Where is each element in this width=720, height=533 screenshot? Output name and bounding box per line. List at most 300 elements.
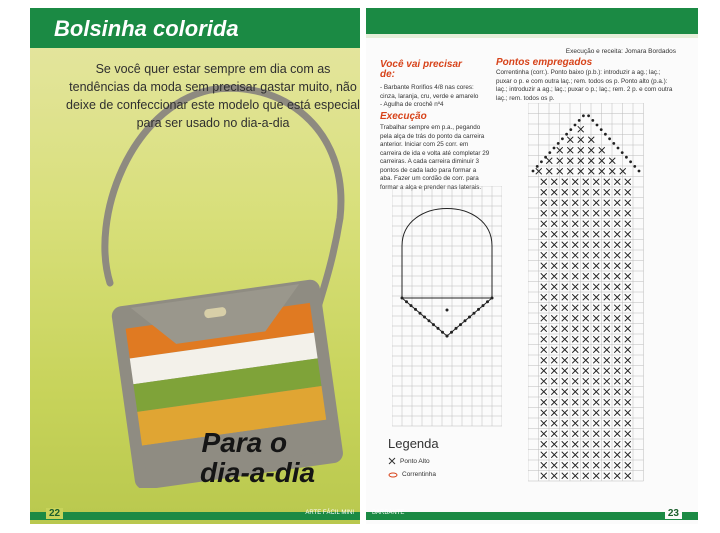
legend bbox=[388, 436, 439, 478]
chain-dot bbox=[596, 124, 599, 127]
x-stitch bbox=[541, 357, 547, 363]
x-stitch bbox=[604, 315, 610, 321]
x-stitch bbox=[562, 336, 568, 342]
x-stitch bbox=[625, 452, 631, 458]
x-stitch bbox=[625, 347, 631, 353]
chain-dot bbox=[548, 151, 551, 154]
x-stitch bbox=[583, 378, 589, 384]
x-stitch bbox=[562, 284, 568, 290]
x-stitch bbox=[572, 378, 578, 384]
x-stitch bbox=[572, 336, 578, 342]
materials-list bbox=[380, 84, 490, 110]
x-stitch bbox=[593, 410, 599, 416]
chain-dot bbox=[544, 156, 547, 159]
x-stitch bbox=[551, 452, 557, 458]
x-stitch bbox=[604, 305, 610, 311]
x-stitch bbox=[625, 294, 631, 300]
chain-dot bbox=[473, 312, 476, 315]
x-stitch bbox=[593, 462, 599, 468]
x-stitch bbox=[551, 305, 557, 311]
x-stitch bbox=[625, 420, 631, 426]
x-stitch bbox=[593, 305, 599, 311]
x-stitch bbox=[541, 189, 547, 195]
x-stitch bbox=[541, 420, 547, 426]
chain-dot bbox=[582, 114, 585, 117]
slogan bbox=[200, 428, 315, 488]
chain-dot bbox=[432, 323, 435, 326]
x-stitch bbox=[562, 462, 568, 468]
x-stitch bbox=[562, 189, 568, 195]
x-stitch bbox=[562, 305, 568, 311]
x-stitch bbox=[583, 410, 589, 416]
x-stitch bbox=[541, 368, 547, 374]
x-stitch bbox=[541, 200, 547, 206]
x-stitch bbox=[604, 452, 610, 458]
chain-dot bbox=[617, 147, 620, 150]
x-stitch bbox=[541, 389, 547, 395]
x-stitch bbox=[625, 441, 631, 447]
x-stitch bbox=[625, 179, 631, 185]
x-stitch bbox=[541, 462, 547, 468]
x-stitch bbox=[572, 473, 578, 479]
x-stitch bbox=[541, 305, 547, 311]
x-stitch bbox=[593, 441, 599, 447]
x-stitch bbox=[572, 420, 578, 426]
x-stitch bbox=[562, 410, 568, 416]
x-stitch bbox=[572, 210, 578, 216]
x-stitch bbox=[562, 368, 568, 374]
chain-dot bbox=[486, 300, 489, 303]
x-stitch bbox=[583, 441, 589, 447]
x-stitch bbox=[562, 452, 568, 458]
chain-dot bbox=[574, 124, 577, 127]
x-stitch bbox=[583, 200, 589, 206]
x-stitch bbox=[572, 368, 578, 374]
x-stitch bbox=[593, 389, 599, 395]
x-stitch bbox=[614, 273, 620, 279]
x-stitch bbox=[583, 273, 589, 279]
x-stitch bbox=[572, 462, 578, 468]
x-stitch bbox=[583, 179, 589, 185]
slogan-line-2: dia-a-dia bbox=[200, 457, 316, 488]
x-stitch bbox=[614, 410, 620, 416]
x-stitch bbox=[593, 326, 599, 332]
x-stitch bbox=[593, 231, 599, 237]
x-stitch bbox=[625, 242, 631, 248]
x-stitch bbox=[541, 431, 547, 437]
chain-dot bbox=[464, 319, 467, 322]
x-stitch bbox=[593, 252, 599, 258]
x-stitch bbox=[604, 420, 610, 426]
x-stitch bbox=[614, 420, 620, 426]
x-stitch bbox=[551, 189, 557, 195]
x-stitch bbox=[604, 462, 610, 468]
title-bar bbox=[30, 8, 360, 48]
page-number: 22 bbox=[46, 508, 63, 519]
x-stitch bbox=[614, 462, 620, 468]
x-stitch bbox=[572, 221, 578, 227]
x-stitch bbox=[583, 462, 589, 468]
x-stitch bbox=[583, 294, 589, 300]
x-stitch bbox=[604, 431, 610, 437]
x-stitch bbox=[583, 357, 589, 363]
x-stitch bbox=[614, 263, 620, 269]
x-stitch bbox=[572, 315, 578, 321]
x-stitch bbox=[572, 179, 578, 185]
x-stitch bbox=[625, 462, 631, 468]
chain-dot bbox=[419, 312, 422, 315]
chain-dot bbox=[557, 142, 560, 145]
stitches-title: Pontos empregados bbox=[496, 57, 593, 68]
x-stitch bbox=[593, 200, 599, 206]
page-number: 23 bbox=[665, 508, 682, 519]
x-stitch bbox=[562, 315, 568, 321]
x-stitch bbox=[604, 336, 610, 342]
x-stitch bbox=[551, 462, 557, 468]
x-stitch bbox=[625, 389, 631, 395]
x-stitch bbox=[583, 263, 589, 269]
x-stitch bbox=[572, 389, 578, 395]
legend-label: Correntinha bbox=[402, 471, 436, 478]
x-stitch bbox=[614, 200, 620, 206]
x-stitch bbox=[583, 389, 589, 395]
chain-dot bbox=[491, 297, 494, 300]
chain-dot bbox=[446, 335, 449, 338]
x-stitch bbox=[541, 273, 547, 279]
x-stitch bbox=[593, 473, 599, 479]
x-stitch bbox=[625, 189, 631, 195]
x-stitch bbox=[604, 210, 610, 216]
x-stitch bbox=[614, 452, 620, 458]
x-stitch bbox=[614, 347, 620, 353]
materials-line: - Barbante Rorifios 4/8 nas cores: bbox=[380, 84, 474, 91]
x-stitch bbox=[593, 284, 599, 290]
x-stitch bbox=[541, 473, 547, 479]
x-stitch bbox=[614, 231, 620, 237]
x-stitch bbox=[625, 315, 631, 321]
x-stitch bbox=[614, 368, 620, 374]
chain-dot bbox=[536, 165, 539, 168]
x-stitch bbox=[583, 431, 589, 437]
chevron-outline bbox=[402, 298, 492, 336]
x-stitch bbox=[593, 378, 599, 384]
x-stitch bbox=[604, 231, 610, 237]
x-stitch bbox=[614, 189, 620, 195]
chain-dot bbox=[561, 137, 564, 140]
x-stitch bbox=[604, 410, 610, 416]
x-stitch-icon bbox=[388, 457, 396, 465]
x-stitch bbox=[562, 473, 568, 479]
x-stitch bbox=[625, 326, 631, 332]
x-stitch bbox=[562, 210, 568, 216]
x-stitch bbox=[625, 231, 631, 237]
x-stitch bbox=[593, 420, 599, 426]
x-stitch bbox=[583, 473, 589, 479]
x-stitch bbox=[541, 263, 547, 269]
x-stitch bbox=[541, 210, 547, 216]
x-stitch bbox=[583, 420, 589, 426]
x-stitch bbox=[625, 263, 631, 269]
x-stitch bbox=[562, 252, 568, 258]
x-stitch bbox=[593, 221, 599, 227]
x-stitch bbox=[562, 441, 568, 447]
x-stitch bbox=[541, 399, 547, 405]
x-stitch bbox=[572, 189, 578, 195]
x-stitch bbox=[614, 179, 620, 185]
x-stitch bbox=[593, 263, 599, 269]
x-stitch bbox=[625, 252, 631, 258]
x-stitch bbox=[625, 473, 631, 479]
chain-dot bbox=[401, 297, 404, 300]
x-stitch bbox=[551, 410, 557, 416]
x-stitch bbox=[604, 263, 610, 269]
materials-line: cinza, laranja, cru, verde e amarelo bbox=[380, 92, 479, 100]
x-stitch bbox=[551, 315, 557, 321]
x-stitch bbox=[562, 431, 568, 437]
x-stitch bbox=[551, 336, 557, 342]
x-stitch bbox=[593, 399, 599, 405]
chain-dot bbox=[608, 137, 611, 140]
chain-dot bbox=[591, 119, 594, 122]
x-stitch bbox=[614, 221, 620, 227]
x-stitch bbox=[551, 431, 557, 437]
x-stitch bbox=[604, 378, 610, 384]
chain-dot bbox=[633, 165, 636, 168]
x-stitch bbox=[604, 389, 610, 395]
x-stitch bbox=[583, 347, 589, 353]
chain-dot bbox=[428, 319, 431, 322]
chain-dot bbox=[540, 160, 543, 163]
x-stitch bbox=[593, 210, 599, 216]
x-stitch bbox=[625, 410, 631, 416]
chain-dot bbox=[629, 160, 632, 163]
x-stitch bbox=[562, 294, 568, 300]
x-stitch bbox=[614, 294, 620, 300]
x-stitch bbox=[583, 336, 589, 342]
x-stitch bbox=[604, 200, 610, 206]
x-stitch bbox=[614, 441, 620, 447]
legend-item bbox=[388, 471, 439, 478]
x-stitch bbox=[541, 284, 547, 290]
chain-dot bbox=[578, 119, 581, 122]
x-stitch bbox=[614, 326, 620, 332]
x-stitch bbox=[541, 452, 547, 458]
x-stitch bbox=[541, 441, 547, 447]
x-stitch bbox=[583, 221, 589, 227]
x-stitch bbox=[562, 357, 568, 363]
x-stitch bbox=[583, 305, 589, 311]
chain-dot bbox=[455, 327, 458, 330]
x-stitch bbox=[541, 221, 547, 227]
x-stitch bbox=[551, 347, 557, 353]
x-stitch bbox=[572, 242, 578, 248]
x-stitch bbox=[583, 368, 589, 374]
slogan-line-1: Para o bbox=[201, 427, 288, 458]
x-stitch bbox=[604, 357, 610, 363]
x-stitch bbox=[551, 357, 557, 363]
x-stitch bbox=[583, 242, 589, 248]
x-stitch bbox=[551, 294, 557, 300]
x-stitch bbox=[614, 399, 620, 405]
x-stitch bbox=[551, 252, 557, 258]
x-stitch bbox=[614, 242, 620, 248]
x-stitch bbox=[614, 378, 620, 384]
x-stitch bbox=[583, 452, 589, 458]
x-stitch bbox=[551, 284, 557, 290]
chain-dot bbox=[621, 151, 624, 154]
execution-title: Execução bbox=[380, 111, 427, 122]
left-page bbox=[30, 8, 360, 524]
x-stitch bbox=[572, 273, 578, 279]
x-stitch bbox=[604, 473, 610, 479]
chain-dot bbox=[410, 304, 413, 307]
execution-text: Trabalhar sempre em p.a., pegando pela alça de trás do ponto da carreira anterior. Iniciar com 25 corr. em carreira de ida e volta até completar 29 carreiras. A cada carreira diminuir 3 pontos de cada lado para formar a aba. Fazer um cordão de corr. para formar a alça e prender nas laterais. bbox=[380, 124, 490, 191]
legend-title: Legenda bbox=[388, 436, 439, 451]
x-stitch bbox=[562, 221, 568, 227]
x-stitch bbox=[593, 347, 599, 353]
footer-label: ARTE FÁCIL MINI bbox=[305, 510, 354, 516]
x-stitch bbox=[551, 210, 557, 216]
x-stitch bbox=[551, 231, 557, 237]
x-stitch bbox=[551, 179, 557, 185]
chain-dot bbox=[612, 142, 615, 145]
x-stitch bbox=[572, 252, 578, 258]
x-stitch bbox=[625, 378, 631, 384]
x-stitch bbox=[604, 273, 610, 279]
chain-dot bbox=[565, 133, 568, 136]
x-stitch bbox=[604, 179, 610, 185]
chain-dot bbox=[414, 308, 417, 311]
x-stitch bbox=[572, 200, 578, 206]
right-footer bbox=[366, 506, 698, 524]
chain-dot bbox=[468, 316, 471, 319]
x-stitch bbox=[604, 242, 610, 248]
grid-lines bbox=[392, 186, 502, 426]
x-stitch bbox=[551, 441, 557, 447]
legend-item bbox=[388, 457, 439, 465]
chain-dot bbox=[587, 114, 590, 117]
x-stitch bbox=[593, 368, 599, 374]
x-stitch bbox=[541, 252, 547, 258]
x-stitch bbox=[625, 200, 631, 206]
chain-dot bbox=[625, 156, 628, 159]
x-stitch bbox=[572, 431, 578, 437]
x-stitch bbox=[614, 336, 620, 342]
footer-label: BARBANTE bbox=[372, 510, 405, 516]
x-stitch bbox=[562, 179, 568, 185]
x-stitch bbox=[572, 294, 578, 300]
x-stitch bbox=[625, 273, 631, 279]
x-stitch bbox=[551, 399, 557, 405]
stitches-text: Correntinha (corr.). Ponto baixo (p.b.): introduzir a ag.; laç.; puxar o p. e com outra laç.; rem. todos os p. Ponto alto (p.a.): laç.; introduzir a ag.; laç.; puxar o p.; laç.; rem. 2 p. e com outra laç.; rem. todos os p. bbox=[496, 69, 673, 102]
x-stitch bbox=[614, 431, 620, 437]
x-stitch bbox=[593, 336, 599, 342]
x-stitch bbox=[583, 399, 589, 405]
chain-dot bbox=[450, 331, 453, 334]
x-stitch bbox=[551, 273, 557, 279]
x-stitch bbox=[562, 399, 568, 405]
x-stitch bbox=[541, 315, 547, 321]
x-stitch bbox=[604, 294, 610, 300]
materials-line: - Agulha de crochê nº4 bbox=[380, 101, 444, 108]
x-stitch bbox=[562, 420, 568, 426]
x-stitch bbox=[604, 399, 610, 405]
x-stitch bbox=[583, 315, 589, 321]
left-footer bbox=[30, 506, 360, 524]
x-stitch bbox=[614, 284, 620, 290]
x-stitch bbox=[551, 473, 557, 479]
x-stitch bbox=[625, 357, 631, 363]
x-stitch bbox=[572, 305, 578, 311]
x-stitch bbox=[625, 305, 631, 311]
x-stitch bbox=[593, 315, 599, 321]
chain-dot bbox=[437, 327, 440, 330]
x-stitch bbox=[551, 389, 557, 395]
x-stitch bbox=[625, 221, 631, 227]
arch-outline bbox=[402, 209, 492, 299]
page-title: Bolsinha colorida bbox=[54, 16, 239, 41]
x-stitch bbox=[583, 210, 589, 216]
x-stitch bbox=[551, 378, 557, 384]
x-stitch bbox=[562, 263, 568, 269]
x-stitch bbox=[572, 263, 578, 269]
x-stitch bbox=[625, 284, 631, 290]
x-stitch bbox=[604, 189, 610, 195]
right-page bbox=[366, 8, 698, 524]
flap-chart bbox=[392, 186, 502, 431]
x-stitch bbox=[541, 326, 547, 332]
chain-dot bbox=[569, 128, 572, 131]
x-stitch bbox=[562, 242, 568, 248]
x-stitch bbox=[551, 326, 557, 332]
x-stitch bbox=[625, 431, 631, 437]
x-stitch bbox=[562, 389, 568, 395]
chain-dot bbox=[482, 304, 485, 307]
x-stitch bbox=[541, 231, 547, 237]
x-stitch bbox=[593, 189, 599, 195]
chain-dot bbox=[446, 309, 449, 312]
x-stitch bbox=[593, 294, 599, 300]
legend-label: Ponto Alto bbox=[400, 457, 430, 465]
x-stitch bbox=[583, 189, 589, 195]
x-stitch bbox=[625, 399, 631, 405]
x-stitch bbox=[614, 473, 620, 479]
x-stitch bbox=[625, 210, 631, 216]
x-stitch bbox=[541, 294, 547, 300]
chain-dot bbox=[441, 331, 444, 334]
x-stitch bbox=[551, 368, 557, 374]
x-stitch bbox=[614, 210, 620, 216]
x-stitch bbox=[541, 378, 547, 384]
x-stitch bbox=[572, 399, 578, 405]
x-stitch bbox=[572, 326, 578, 332]
x-stitch bbox=[625, 368, 631, 374]
chain-stitch-icon bbox=[388, 472, 398, 478]
chain-dot bbox=[553, 147, 556, 150]
x-stitch bbox=[541, 347, 547, 353]
footer-bar bbox=[366, 512, 698, 520]
x-stitch bbox=[604, 368, 610, 374]
x-stitch bbox=[572, 452, 578, 458]
x-stitch bbox=[572, 357, 578, 363]
intro-text: Se você quer estar sempre em dia com as tendências da moda sem precisar gastar muito, não deixe de confeccionar este modelo que está especial para ser usado no dia-a-dia bbox=[66, 62, 360, 130]
chain-dot bbox=[638, 170, 641, 173]
chain-dot bbox=[459, 323, 462, 326]
x-stitch bbox=[562, 200, 568, 206]
x-stitch bbox=[583, 231, 589, 237]
x-stitch bbox=[614, 357, 620, 363]
materials-title: Você vai precisar de: bbox=[380, 59, 462, 80]
